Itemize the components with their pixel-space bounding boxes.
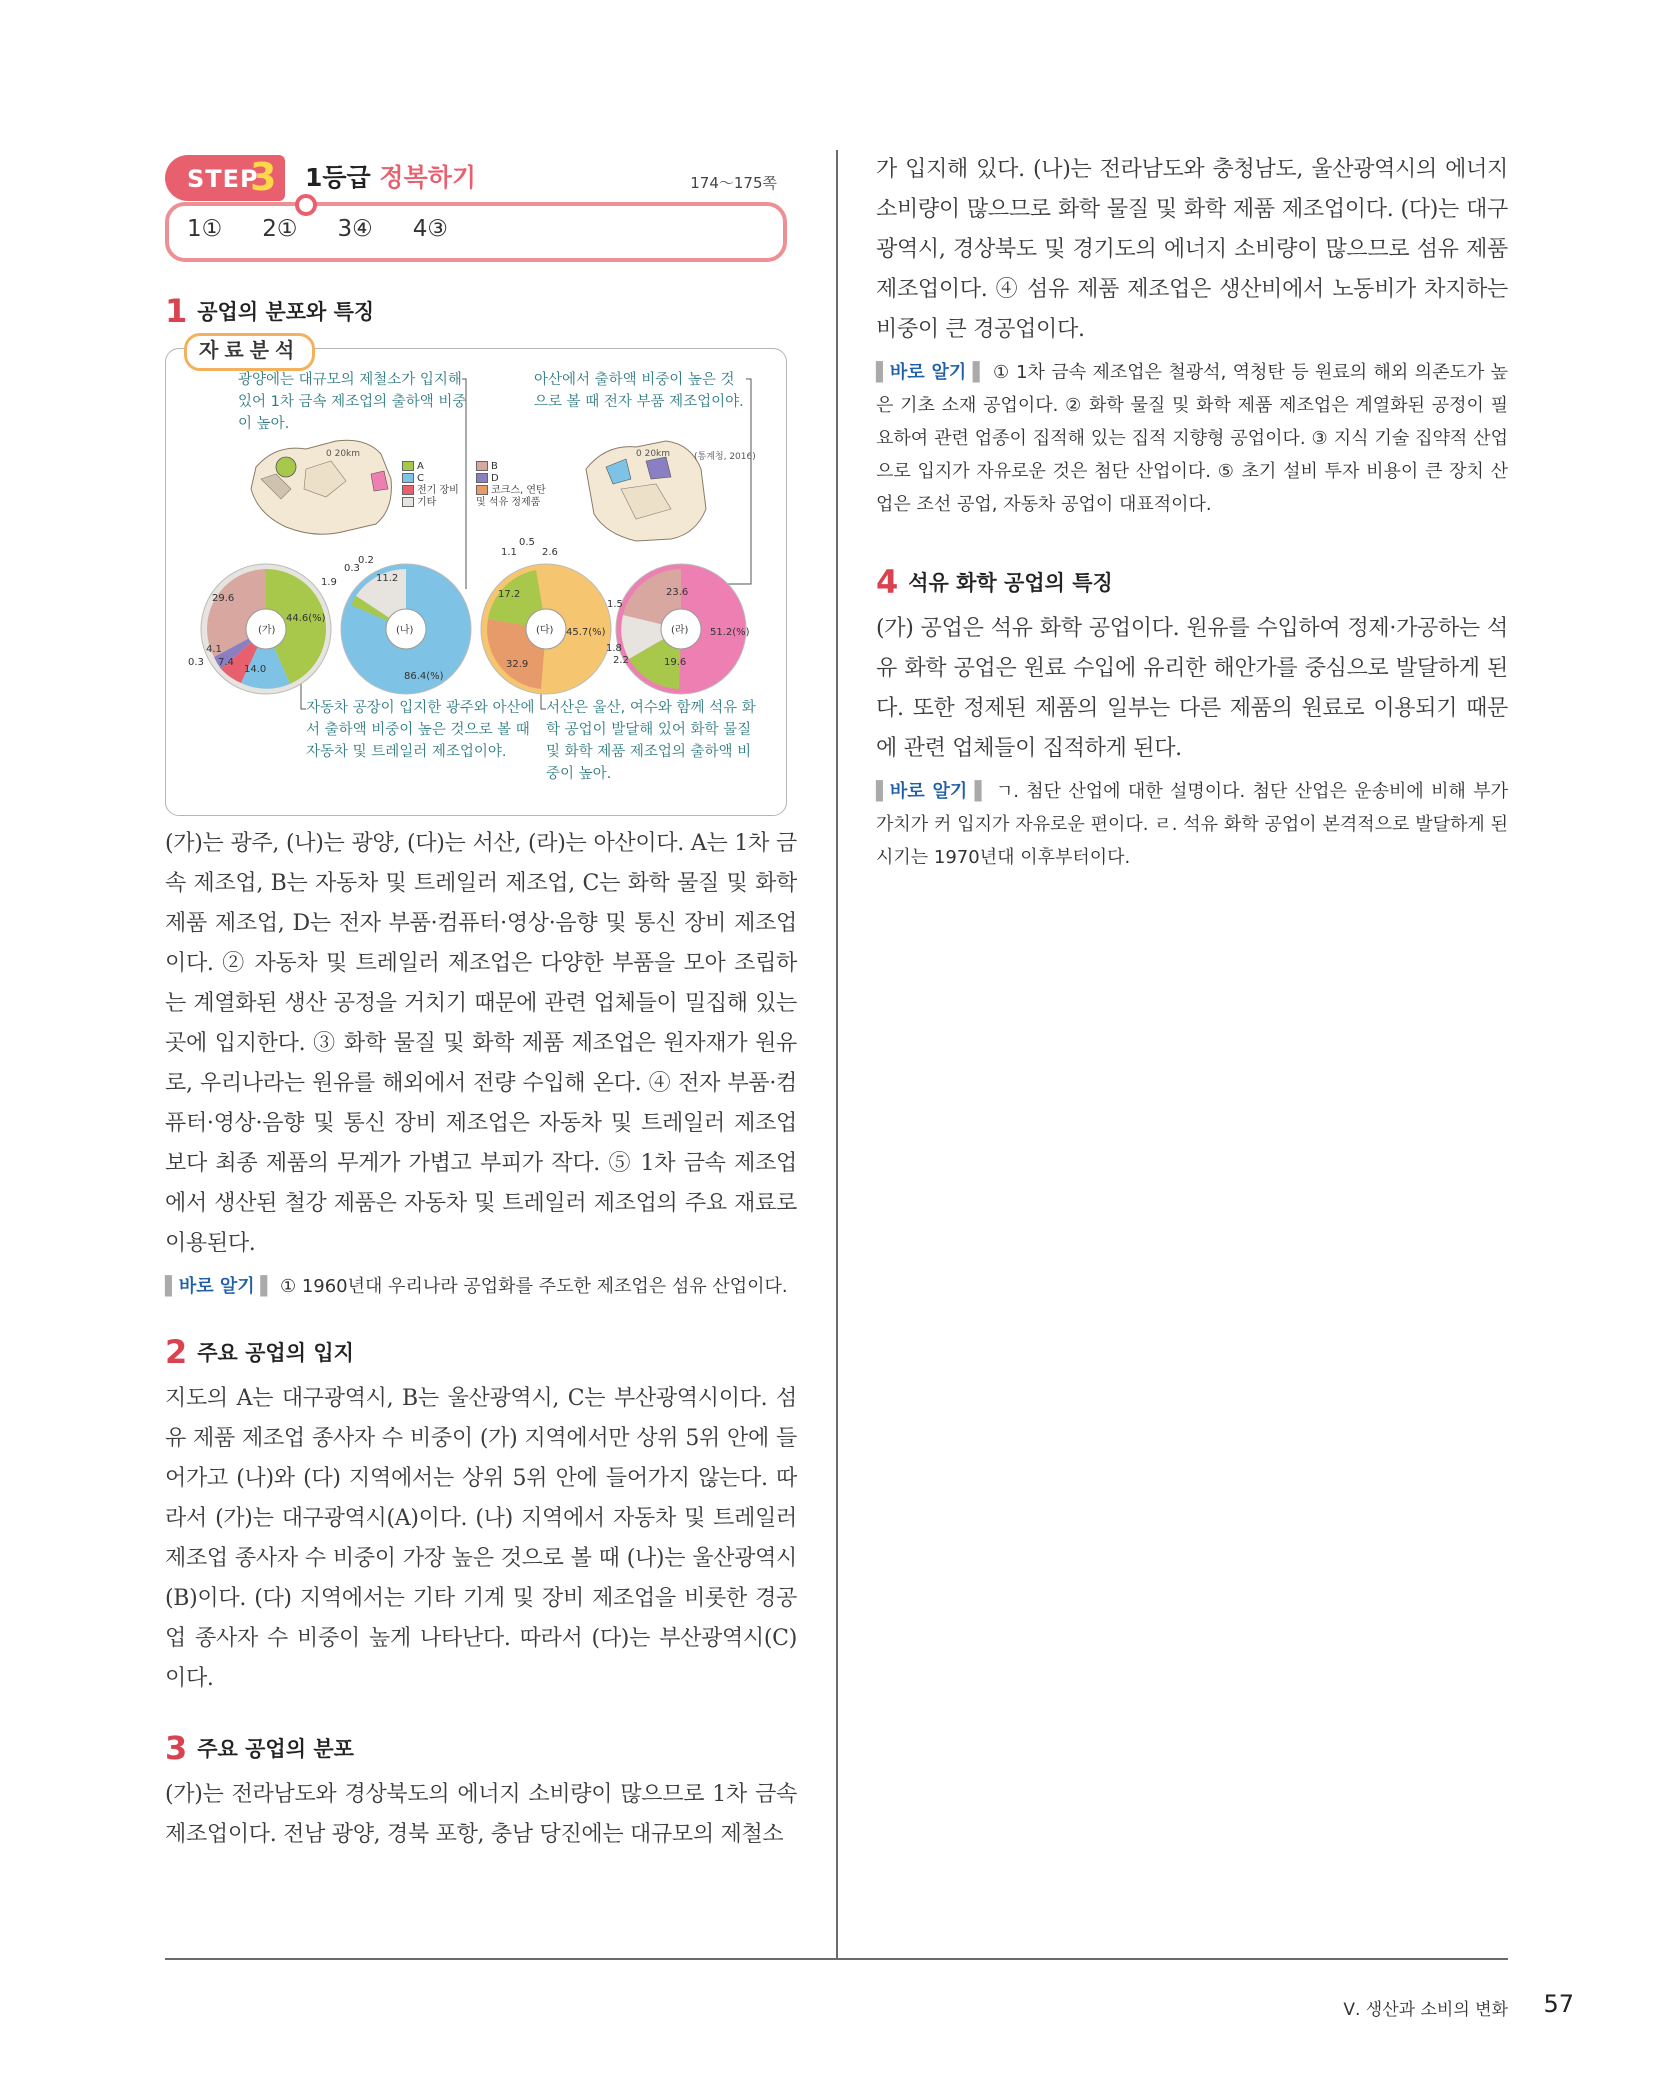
answer-3: 3④ bbox=[337, 216, 373, 242]
right-column bbox=[876, 150, 1508, 874]
page-reference: 174～175쪽 bbox=[690, 174, 777, 192]
scale-bar-right: 0 20km bbox=[636, 449, 671, 459]
scale-bar-left: 0 20km bbox=[326, 449, 361, 459]
section-1-body: (가)는 광주, (나)는 광양, (다)는 서산, (라)는 아산이다. A는 1차 금속 제조업, B는 자동차 및 트레일러 제조업, C는 화학 물질 및 화학 제품 제조업, D는 전자 부품·컴퓨터·영상·음향 및 통신 장비 제조업이다. ② 자동차 및 트레일러 제조업은 다양한 부품을 모아 조립하는 계열화된 생산 공정을 거치기 때문에 관련 업체들이 밀집해 있는 곳에 입지한다. ③ 화학 물질 및 화학 제품 제조업은 원자재가 원유로, 우리나라는 원유를 해외에서 전량 수입해 온다. ④ 전자 부품·컴퓨터·영상·음향 및 통신 장비 제조업은 자동차 및 트레일러 제조업보다 최종 제품의 무게가 가볍고 부피가 작다. ⑤ 1차 금속 제조업에서 생산된 철강 제품은 자동차 및 트레일러 제조업의 주요 재료로 이용된다. bbox=[165, 831, 797, 1256]
note-tag: 바로 알기 bbox=[178, 1276, 255, 1297]
step-word: STEP bbox=[187, 165, 259, 193]
left-column bbox=[165, 150, 797, 1855]
legend-left bbox=[402, 461, 459, 509]
note-text: ① 1차 금속 제조업은 철광석, 역청탄 등 원료의 해외 의존도가 높은 기초 소재 공업이다. ② 화학 물질 및 화학 제품 제조업은 계열화된 공정이 필요하여 관련 업종이 집적해 있는 집적 지향형 공업이다. ③ 지식 기술 집약적 산업으로 입지가 자유로운 것은 첨단 산업이다. ⑤ 초기 설비 투자 비용이 큰 장치 산업은 조선 공업, 자동차 공업이 대표적이다. bbox=[876, 362, 1508, 515]
pie-value: 32.9 bbox=[506, 659, 529, 670]
section-title: 주요 공업의 입지 bbox=[197, 1341, 354, 1365]
pie-value: 1.9 bbox=[321, 577, 337, 588]
pie-value: 51.2(%) bbox=[710, 627, 750, 638]
bottom-rule bbox=[165, 1958, 1508, 1960]
pie-value: 19.6 bbox=[664, 657, 687, 668]
caption-bottom-left: 자동차 공장이 입지한 광주와 아산에서 출하액 비중이 높은 것으로 볼 때 자동차 및 트레일러 제조업이야. bbox=[306, 700, 535, 760]
analysis-tag: 자료분석 bbox=[184, 333, 315, 371]
caption-top-left: 광양에는 대규모의 제철소가 입지해 있어 1차 금속 제조업의 출하액 비중이 높아. bbox=[238, 372, 467, 432]
pie-value: 29.6 bbox=[212, 593, 235, 604]
pie-value: 7.4 bbox=[218, 657, 234, 668]
step-badge bbox=[165, 155, 285, 201]
note-bar: ▌ bbox=[967, 781, 996, 802]
pie-value: 11.2 bbox=[376, 573, 399, 584]
note-bar: ▌ bbox=[876, 362, 890, 383]
legend-swatch-c bbox=[402, 473, 414, 483]
section-4-note bbox=[876, 775, 1508, 874]
legend-right bbox=[476, 461, 556, 509]
pie-label: (다) bbox=[536, 625, 554, 636]
note-tag: 바로 알기 bbox=[889, 362, 967, 383]
legend-label-c: C bbox=[417, 473, 424, 484]
caption-top-right: 아산에서 출하액 비중이 높은 것으로 볼 때 전자 부품 제조업이야. bbox=[534, 372, 744, 410]
step-number: 3 bbox=[250, 155, 277, 199]
legend-swatch-d bbox=[476, 473, 488, 483]
pie-label: (가) bbox=[258, 625, 276, 636]
section-title: 주요 공업의 분포 bbox=[197, 1737, 354, 1761]
section-2-body: 지도의 A는 대구광역시, B는 울산광역시, C는 부산광역시이다. 섬유 제품 제조업 종사자 수 비중이 (가) 지역에서만 상위 5위 안에 들어가고 (나)와 (다) 지역에서는 상위 5위 안에 들어가지 않는다. 따라서 (가)는 대구광역시(A)이다. (나) 지역에서 자동차 및 트레일러 제조업 종사자 수 비중이 가장 높은 것으로 볼 때 (나)는 울산광역시(B)이다. (다) 지역에서는 기타 기계 및 장비 제조업을 비롯한 경공업 종사자 수 비중이 높게 나타난다. 따라서 (다)는 부산광역시(C)이다. bbox=[165, 1386, 797, 1691]
answer-list bbox=[187, 216, 448, 242]
pie-value: 2.6 bbox=[542, 547, 558, 558]
answer-4: 4③ bbox=[412, 216, 449, 242]
pie-value: 1.5 bbox=[607, 599, 623, 610]
pie-label: (나) bbox=[396, 625, 414, 636]
title-prefix: 1등급 bbox=[305, 163, 371, 192]
section-1-heading bbox=[165, 292, 797, 330]
section-number: 3 bbox=[165, 1729, 188, 1767]
pie-value: 1.8 bbox=[606, 643, 622, 654]
legend-label-d: D bbox=[491, 473, 499, 484]
section-4-heading bbox=[876, 563, 1508, 601]
legend-swatch-e bbox=[402, 485, 414, 495]
pie-value: 45.7(%) bbox=[566, 627, 606, 638]
section-title: 석유 화학 공업의 특징 bbox=[908, 571, 1113, 595]
answer-line bbox=[315, 202, 755, 206]
page-number: 57 bbox=[1543, 1990, 1574, 2018]
legend-swatch-f bbox=[476, 485, 488, 495]
answer-1: 1① bbox=[187, 216, 223, 242]
caption-bottom-right: 서산은 울산, 여수와 함께 석유 화학 공업이 발달해 있어 화학 물질 및 화학 제품 제조업의 출하액 비중이 높아. bbox=[546, 700, 756, 782]
legend-label-f: 코크스, 연탄 및 석유 정제품 bbox=[476, 485, 546, 508]
title-highlight: 정복하기 bbox=[379, 163, 477, 192]
legend-label-a: A bbox=[417, 461, 424, 472]
answer-2: 2① bbox=[262, 216, 298, 242]
pie-value: 0.3 bbox=[188, 657, 204, 668]
note-bar: ▌ bbox=[254, 1276, 280, 1297]
gwangju-highlight bbox=[276, 457, 296, 477]
section-3-note bbox=[876, 356, 1508, 521]
section-3-heading bbox=[165, 1729, 797, 1767]
note-tag: 바로 알기 bbox=[889, 781, 968, 802]
legend-swatch-b bbox=[476, 461, 488, 471]
pie-value: 1.1 bbox=[501, 547, 517, 558]
section-number: 1 bbox=[165, 292, 188, 330]
data-source: (통계청, 2016) bbox=[694, 452, 756, 462]
section-1-note bbox=[165, 1270, 797, 1303]
legend-label-g: 기타 bbox=[417, 497, 437, 508]
section-number: 2 bbox=[165, 1333, 188, 1371]
pie-value: 0.2 bbox=[358, 555, 374, 566]
note-bar: ▌ bbox=[165, 1276, 179, 1297]
section-title: 공업의 분포와 특징 bbox=[197, 300, 375, 324]
pie-value: 14.0 bbox=[244, 664, 267, 675]
legend-swatch-a bbox=[402, 461, 414, 471]
pie-value: 44.6(%) bbox=[286, 613, 326, 624]
legend-label-e: 전기 장비 bbox=[417, 485, 459, 496]
column-divider bbox=[836, 150, 838, 1958]
data-analysis-box bbox=[165, 338, 787, 816]
step-header bbox=[165, 150, 797, 270]
pie-value: 4.1 bbox=[206, 644, 222, 655]
section-3-body-right: 가 입지해 있다. (나)는 전라남도와 충청남도, 울산광역시의 에너지 소비량이 많으므로 화학 물질 및 화학 제품 제조업이다. (다)는 대구광역시, 경상북도 및 경기도의 에너지 소비량이 많으므로 섬유 제품 제조업이다. ④ 섬유 제품 제조업은 생산비에서 노동비가 차지하는 비중이 큰 경공업이다. bbox=[876, 157, 1508, 342]
note-bar: ▌ bbox=[876, 781, 890, 802]
section-3-body-left: (가)는 전라남도와 경상북도의 에너지 소비량이 많으므로 1차 금속 제조업이다. 전남 광양, 경북 포항, 충남 당진에는 대규모의 제철소 bbox=[165, 1782, 797, 1847]
section-4-body: (가) 공업은 석유 화학 공업이다. 원유를 수입하여 정제·가공하는 석유 화학 공업은 원료 수입에 유리한 해안가를 중심으로 발달하게 된다. 또한 정제된 제품의 일부는 다른 제품의 원료로 이용되기 때문에 관련 업체들이 집적하게 된다. bbox=[876, 616, 1508, 761]
pie-value: 23.6 bbox=[666, 587, 689, 598]
note-text: ① 1960년대 우리나라 공업화를 주도한 제조업은 섬유 산업이다. bbox=[279, 1276, 788, 1297]
pie-label: (라) bbox=[671, 625, 689, 636]
pie-value: 86.4(%) bbox=[404, 671, 444, 682]
pie-value: 0.5 bbox=[519, 537, 535, 548]
pie-value: 2.2 bbox=[613, 655, 629, 666]
step-title bbox=[305, 158, 476, 194]
section-number: 4 bbox=[876, 563, 899, 601]
legend-swatch-g bbox=[402, 497, 414, 507]
pie-value: 17.2 bbox=[498, 589, 521, 600]
section-2-heading bbox=[165, 1333, 797, 1371]
pie-value: 0.3 bbox=[344, 563, 360, 574]
note-bar: ▌ bbox=[966, 362, 993, 383]
chapter-footer: Ⅴ. 생산과 소비의 변화 bbox=[1343, 2000, 1508, 2020]
note-text: ㄱ. 첨단 산업에 대한 설명이다. 첨단 산업은 운송비에 비해 부가 가치가 커 입지가 자유로운 편이다. ㄹ. 석유 화학 공업이 본격적으로 발달하게 된 시기는 1970년대 이후부터이다. bbox=[876, 781, 1508, 868]
legend-label-b: B bbox=[491, 461, 498, 472]
answer-dot bbox=[295, 194, 317, 216]
